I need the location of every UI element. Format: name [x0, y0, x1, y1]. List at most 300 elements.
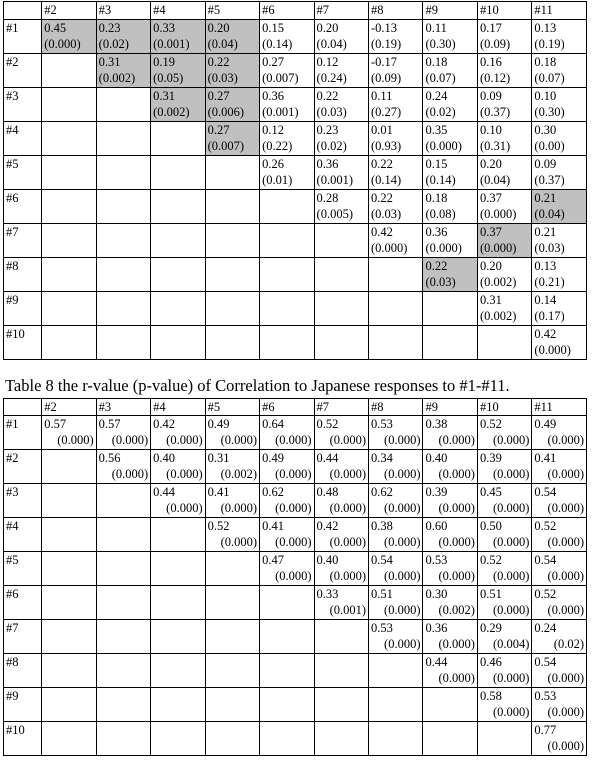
- column-header: #5: [205, 399, 259, 416]
- correlation-cell: [369, 156, 423, 190]
- correlation-cell: [314, 450, 368, 484]
- correlation-cell: [205, 54, 259, 88]
- empty-cell: [42, 450, 96, 484]
- column-header: #6: [260, 2, 314, 20]
- r-value: 0.24: [534, 621, 557, 635]
- r-value: -0.17: [371, 55, 398, 69]
- p-value: (0.14): [262, 37, 293, 51]
- p-value: (0.14): [371, 173, 402, 187]
- empty-cell: [96, 224, 150, 258]
- p-value: (0.000): [438, 637, 475, 651]
- row-label: #9: [4, 292, 42, 326]
- table-row: [4, 688, 587, 722]
- p-value: (0.000): [44, 37, 81, 51]
- table-row: [4, 292, 587, 326]
- empty-cell: [260, 326, 314, 360]
- p-value: (0.000): [438, 535, 475, 549]
- r-value: 0.31: [207, 451, 230, 465]
- r-value: 0.42: [534, 327, 557, 341]
- p-value: (0.000): [220, 433, 258, 447]
- empty-cell: [42, 586, 96, 620]
- r-value: 0.39: [425, 485, 448, 499]
- empty-cell: [42, 484, 96, 518]
- empty-cell: [314, 326, 368, 360]
- empty-cell: [42, 326, 96, 360]
- p-value: (0.19): [534, 37, 565, 51]
- column-header: #7: [314, 399, 368, 416]
- correlation-cell: [477, 156, 531, 190]
- correlation-cell: [369, 224, 423, 258]
- r-value: 0.18: [425, 191, 448, 205]
- p-value: (0.02): [425, 105, 456, 119]
- r-value: 0.44: [316, 451, 339, 465]
- correlation-cell: [369, 190, 423, 224]
- empty-cell: [96, 88, 150, 122]
- r-value: 0.17: [479, 21, 502, 35]
- p-value: (0.05): [153, 71, 184, 85]
- row-label: #1: [4, 416, 42, 450]
- empty-cell: [151, 292, 205, 326]
- p-value: (0.37): [479, 105, 511, 119]
- r-value: 0.22: [371, 157, 393, 171]
- empty-cell: [477, 722, 531, 756]
- table-row: [4, 654, 587, 688]
- column-header: #11: [532, 399, 587, 416]
- correlation-cell: [532, 688, 587, 722]
- p-value: (0.000): [425, 241, 462, 255]
- correlation-cell: [423, 620, 477, 654]
- p-value: (0.000): [275, 535, 312, 549]
- r-value: 0.62: [371, 485, 393, 499]
- correlation-cell: [477, 122, 531, 156]
- p-value: (0.000): [492, 535, 530, 549]
- empty-cell: [314, 722, 368, 756]
- correlation-cell: [423, 552, 477, 586]
- p-value: (0.03): [316, 105, 347, 119]
- row-label: #2: [4, 54, 42, 88]
- column-header: #2: [42, 2, 96, 20]
- row-label: #4: [4, 518, 42, 552]
- empty-cell: [260, 654, 314, 688]
- p-value: (0.000): [329, 433, 367, 447]
- p-value: (0.09): [371, 71, 402, 85]
- correlation-cell: [314, 586, 368, 620]
- correlation-cell: [532, 54, 587, 88]
- r-value: 0.52: [534, 587, 557, 601]
- r-value: 0.53: [425, 553, 448, 567]
- column-header: #8: [369, 399, 423, 416]
- p-value: (0.000): [479, 207, 517, 221]
- empty-cell: [42, 292, 96, 326]
- column-header: #10: [477, 2, 531, 20]
- p-value: (0.14): [425, 173, 456, 187]
- column-header: #11: [532, 2, 587, 20]
- p-value: (0.000): [384, 467, 421, 481]
- correlation-cell: [532, 450, 587, 484]
- p-value: (0.000): [547, 569, 584, 583]
- p-value: (0.000): [166, 501, 203, 515]
- empty-cell: [151, 620, 205, 654]
- correlation-cell: [96, 54, 150, 88]
- r-value: 0.41: [534, 451, 557, 465]
- r-value: 0.44: [153, 485, 176, 499]
- p-value: (0.30): [534, 105, 565, 119]
- row-label: #9: [4, 688, 42, 722]
- p-value: (0.000): [547, 739, 584, 753]
- p-value: (0.000): [492, 569, 530, 583]
- table-row: [4, 484, 587, 518]
- correlation-cell: [42, 20, 96, 54]
- column-header: #7: [314, 2, 368, 20]
- empty-cell: [314, 688, 368, 722]
- p-value: (0.12): [479, 71, 511, 85]
- empty-cell: [423, 722, 477, 756]
- correlation-cell: [423, 484, 477, 518]
- correlation-cell: [477, 224, 531, 258]
- table-row: [4, 620, 587, 654]
- empty-cell: [96, 258, 150, 292]
- empty-cell: [151, 552, 205, 586]
- column-header: #5: [205, 2, 259, 20]
- r-value: 0.64: [262, 417, 284, 431]
- r-value: 0.35: [425, 123, 448, 137]
- correlation-cell: [260, 416, 314, 450]
- correlation-cell: [260, 54, 314, 88]
- r-value: 0.10: [479, 123, 502, 137]
- r-value: 0.27: [207, 89, 230, 103]
- p-value: (0.03): [534, 241, 565, 255]
- p-value: (0.000): [166, 433, 203, 447]
- p-value: (0.000): [220, 501, 258, 515]
- p-value: (0.000): [275, 501, 312, 515]
- correlation-cell: [477, 54, 531, 88]
- correlation-cell: [369, 20, 423, 54]
- column-header: #10: [477, 399, 531, 416]
- column-header: #8: [369, 2, 423, 20]
- table-row: [4, 156, 587, 190]
- empty-cell: [369, 292, 423, 326]
- correlation-cell: [369, 484, 423, 518]
- correlation-cell: [532, 620, 587, 654]
- correlation-cell: [260, 20, 314, 54]
- p-value: (0.000): [384, 569, 421, 583]
- r-value: 0.15: [425, 157, 448, 171]
- r-value: 0.23: [98, 21, 121, 35]
- correlation-cell: [314, 54, 368, 88]
- empty-cell: [151, 654, 205, 688]
- correlation-cell: [532, 88, 587, 122]
- correlation-cell: [369, 450, 423, 484]
- empty-cell: [260, 292, 314, 326]
- correlation-cell: [532, 484, 587, 518]
- corner-cell: [4, 2, 42, 20]
- correlation-cell: [532, 292, 587, 326]
- r-value: 0.11: [371, 89, 393, 103]
- correlation-cell: [477, 450, 531, 484]
- empty-cell: [42, 122, 96, 156]
- r-value: 0.77: [534, 723, 557, 737]
- p-value: (0.000): [329, 535, 367, 549]
- r-value: 0.33: [153, 21, 176, 35]
- p-value: (0.08): [425, 207, 456, 221]
- corner-cell: [4, 399, 42, 416]
- row-label: #10: [4, 326, 42, 360]
- p-value: (0.000): [547, 705, 584, 719]
- r-value: 0.47: [262, 553, 284, 567]
- r-value: 0.20: [316, 21, 339, 35]
- r-value: 0.20: [479, 157, 502, 171]
- r-value: 0.52: [534, 519, 557, 533]
- correlation-cell: [423, 518, 477, 552]
- r-value: 0.42: [316, 519, 339, 533]
- r-value: 0.41: [207, 485, 230, 499]
- p-value: (0.000): [329, 467, 367, 481]
- correlation-cell: [532, 156, 587, 190]
- table-row: [4, 326, 587, 360]
- p-value: (0.07): [425, 71, 456, 85]
- correlation-cell: [532, 258, 587, 292]
- p-value: (0.000): [438, 433, 475, 447]
- p-value: (0.17): [534, 309, 565, 323]
- r-value: 0.16: [479, 55, 502, 69]
- p-value: (0.000): [438, 467, 475, 481]
- r-value: 0.36: [316, 157, 339, 171]
- correlation-cell: [423, 20, 477, 54]
- correlation-cell: [205, 518, 259, 552]
- r-value: 0.13: [534, 259, 557, 273]
- correlation-cell: [423, 586, 477, 620]
- p-value: (0.04): [534, 207, 565, 221]
- column-header: #4: [151, 399, 205, 416]
- r-value: 0.19: [153, 55, 176, 69]
- correlation-cell: [477, 620, 531, 654]
- correlation-cell: [423, 654, 477, 688]
- table-row: [4, 552, 587, 586]
- table-row: [4, 258, 587, 292]
- correlation-cell: [477, 88, 531, 122]
- p-value: (0.01): [262, 173, 293, 187]
- empty-cell: [369, 688, 423, 722]
- p-value: (0.002): [220, 467, 258, 481]
- p-value: (0.000): [547, 433, 584, 447]
- correlation-table-7: [3, 1, 587, 360]
- p-value: (0.002): [98, 71, 136, 85]
- r-value: 0.57: [98, 417, 121, 431]
- p-value: (0.000): [275, 433, 312, 447]
- r-value: 0.54: [534, 553, 557, 567]
- column-header: #2: [42, 399, 96, 416]
- correlation-cell: [151, 450, 205, 484]
- r-value: 0.28: [316, 191, 339, 205]
- p-value: (0.007): [262, 71, 299, 85]
- empty-cell: [96, 518, 150, 552]
- p-value: (0.000): [275, 569, 312, 583]
- p-value: (0.03): [207, 71, 238, 85]
- p-value: (0.000): [492, 705, 530, 719]
- row-label: #7: [4, 224, 42, 258]
- correlation-cell: [369, 122, 423, 156]
- p-value: (0.002): [479, 309, 517, 323]
- r-value: 0.21: [534, 191, 557, 205]
- correlation-cell: [477, 654, 531, 688]
- correlation-cell: [532, 122, 587, 156]
- table-row: [4, 190, 587, 224]
- r-value: 0.30: [425, 587, 448, 601]
- p-value: (0.04): [479, 173, 511, 187]
- empty-cell: [314, 620, 368, 654]
- r-value: 0.22: [207, 55, 230, 69]
- p-value: (0.000): [384, 433, 421, 447]
- correlation-cell: [477, 292, 531, 326]
- correlation-cell: [477, 20, 531, 54]
- empty-cell: [96, 722, 150, 756]
- empty-cell: [151, 586, 205, 620]
- empty-cell: [369, 722, 423, 756]
- r-value: 0.44: [425, 655, 448, 669]
- r-value: 0.42: [153, 417, 176, 431]
- p-value: (0.02): [98, 37, 129, 51]
- empty-cell: [42, 258, 96, 292]
- correlation-cell: [205, 484, 259, 518]
- r-value: 0.23: [316, 123, 339, 137]
- r-value: 0.22: [316, 89, 339, 103]
- correlation-cell: [205, 88, 259, 122]
- row-label: #3: [4, 88, 42, 122]
- row-label: #10: [4, 722, 42, 756]
- r-value: 0.37: [479, 225, 502, 239]
- correlation-cell: [314, 190, 368, 224]
- correlation-cell: [477, 416, 531, 450]
- p-value: (0.000): [371, 241, 408, 255]
- empty-cell: [42, 552, 96, 586]
- column-header: #3: [96, 2, 150, 20]
- p-value: (0.000): [492, 603, 530, 617]
- p-value: (0.04): [207, 37, 238, 51]
- table-row: [4, 224, 587, 258]
- correlation-cell: [423, 190, 477, 224]
- r-value: 0.18: [534, 55, 557, 69]
- correlation-cell: [369, 88, 423, 122]
- r-value: 0.11: [425, 21, 447, 35]
- correlation-cell: [260, 484, 314, 518]
- r-value: 0.26: [262, 157, 284, 171]
- correlation-cell: [260, 88, 314, 122]
- p-value: (0.007): [207, 139, 245, 153]
- correlation-cell: [314, 20, 368, 54]
- correlation-cell: [423, 122, 477, 156]
- table-row: [4, 54, 587, 88]
- p-value: (0.006): [207, 105, 245, 119]
- correlation-cell: [260, 122, 314, 156]
- empty-cell: [42, 620, 96, 654]
- p-value: (0.000): [166, 467, 203, 481]
- empty-cell: [96, 620, 150, 654]
- p-value: (0.001): [316, 173, 353, 187]
- correlation-cell: [423, 224, 477, 258]
- column-header: #4: [151, 2, 205, 20]
- r-value: 0.22: [425, 259, 448, 273]
- p-value: (0.002): [153, 105, 190, 119]
- correlation-cell: [314, 484, 368, 518]
- empty-cell: [96, 190, 150, 224]
- r-value: 0.38: [425, 417, 448, 431]
- p-value: (0.000): [492, 671, 530, 685]
- empty-cell: [96, 292, 150, 326]
- correlation-cell: [96, 450, 150, 484]
- p-value: (0.000): [492, 467, 530, 481]
- table-row: [4, 122, 587, 156]
- empty-cell: [314, 224, 368, 258]
- correlation-cell: [423, 88, 477, 122]
- r-value: 0.27: [262, 55, 284, 69]
- row-label: #2: [4, 450, 42, 484]
- r-value: 0.24: [425, 89, 448, 103]
- correlation-cell: [96, 20, 150, 54]
- empty-cell: [205, 620, 259, 654]
- r-value: 0.36: [425, 621, 448, 635]
- p-value: (0.000): [547, 603, 584, 617]
- correlation-cell: [477, 518, 531, 552]
- empty-cell: [477, 326, 531, 360]
- empty-cell: [96, 484, 150, 518]
- correlation-cell: [532, 224, 587, 258]
- correlation-cell: [151, 484, 205, 518]
- p-value: (0.000): [329, 501, 367, 515]
- correlation-cell: [96, 416, 150, 450]
- p-value: (0.000): [547, 535, 584, 549]
- empty-cell: [260, 722, 314, 756]
- r-value: 0.12: [316, 55, 339, 69]
- correlation-table-8: [3, 398, 587, 756]
- r-value: 0.27: [207, 123, 230, 137]
- correlation-cell: [314, 552, 368, 586]
- correlation-cell: [205, 416, 259, 450]
- r-value: 0.37: [479, 191, 502, 205]
- row-label: #5: [4, 552, 42, 586]
- p-value: (0.000): [547, 467, 584, 481]
- r-value: 0.31: [98, 55, 121, 69]
- table-row: [4, 586, 587, 620]
- correlation-cell: [532, 20, 587, 54]
- p-value: (0.000): [384, 535, 421, 549]
- r-value: 0.36: [262, 89, 284, 103]
- correlation-cell: [477, 258, 531, 292]
- p-value: (0.002): [438, 603, 475, 617]
- empty-cell: [369, 326, 423, 360]
- correlation-cell: [151, 20, 205, 54]
- r-value: 0.62: [262, 485, 284, 499]
- empty-cell: [205, 688, 259, 722]
- empty-cell: [42, 88, 96, 122]
- empty-cell: [314, 258, 368, 292]
- p-value: (0.27): [371, 105, 402, 119]
- correlation-cell: [477, 552, 531, 586]
- r-value: 0.18: [425, 55, 448, 69]
- empty-cell: [42, 224, 96, 258]
- r-value: 0.36: [425, 225, 448, 239]
- p-value: (0.000): [492, 433, 530, 447]
- correlation-cell: [423, 416, 477, 450]
- p-value: (0.09): [479, 37, 511, 51]
- r-value: 0.54: [534, 485, 557, 499]
- empty-cell: [151, 722, 205, 756]
- r-value: 0.21: [534, 225, 557, 239]
- empty-cell: [151, 190, 205, 224]
- r-value: 0.15: [262, 21, 284, 35]
- empty-cell: [42, 654, 96, 688]
- p-value: (0.31): [479, 139, 511, 153]
- p-value: (0.000): [329, 569, 367, 583]
